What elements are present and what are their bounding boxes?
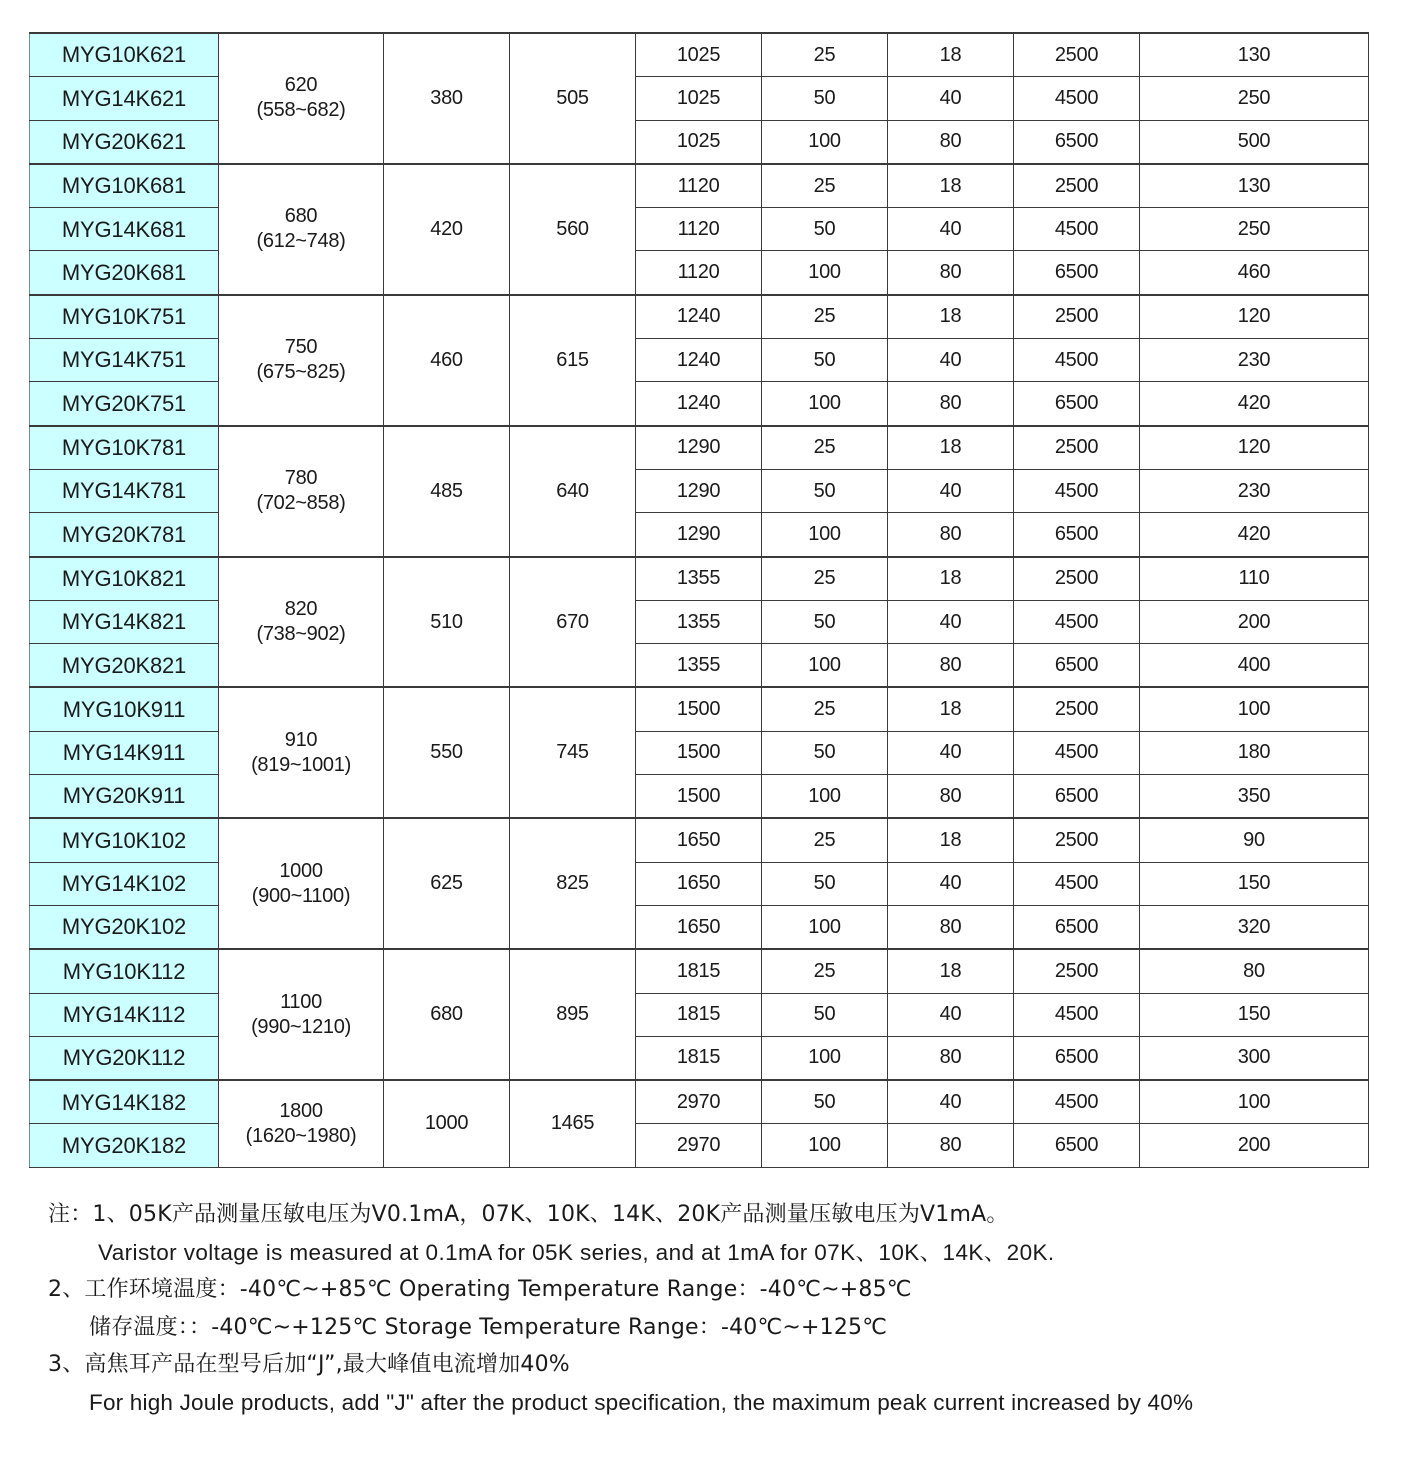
peak-current-cell: 4500 xyxy=(1014,208,1140,251)
model-cell: MYG14K112 xyxy=(30,993,219,1036)
energy-cell: 40 xyxy=(888,469,1014,512)
voltage-range: (675~825) xyxy=(256,361,346,384)
nominal-voltage-cell xyxy=(219,33,384,164)
test-current-cell: 50 xyxy=(762,469,888,512)
energy-cell: 80 xyxy=(888,775,1014,819)
clamping-voltage-cell: 1500 xyxy=(636,731,762,774)
model-cell: MYG10K911 xyxy=(30,687,219,731)
energy-cell: 18 xyxy=(888,164,1014,208)
model-cell: MYG14K911 xyxy=(30,731,219,774)
capacitance-cell: 250 xyxy=(1140,208,1369,251)
notes-section xyxy=(48,1196,1193,1422)
peak-current-cell: 6500 xyxy=(1014,120,1140,164)
model-cell: MYG10K621 xyxy=(30,33,219,77)
note-2-storage-temperature: 储存温度：：-40℃~+125℃ Storage Temperature Range：-40℃~+125℃ xyxy=(89,1314,888,1340)
peak-current-cell: 4500 xyxy=(1014,731,1140,774)
peak-current-cell: 6500 xyxy=(1014,905,1140,949)
voltage-range: (900~1100) xyxy=(251,884,351,907)
model-cell: MYG20K621 xyxy=(30,120,219,164)
nominal-voltage: 1800 xyxy=(279,1099,323,1122)
capacitance-cell: 120 xyxy=(1140,295,1369,339)
test-current-cell: 25 xyxy=(762,818,888,862)
test-current-cell: 25 xyxy=(762,687,888,731)
max-dc-voltage-cell: 745 xyxy=(510,687,636,818)
capacitance-cell: 250 xyxy=(1140,77,1369,120)
test-current-cell: 25 xyxy=(762,164,888,208)
clamping-voltage-cell: 2970 xyxy=(636,1124,762,1167)
capacitance-cell: 100 xyxy=(1140,1080,1369,1124)
max-dc-voltage-cell: 895 xyxy=(510,949,636,1080)
model-cell: MYG14K182 xyxy=(30,1080,219,1124)
table-row xyxy=(30,687,1369,731)
peak-current-cell: 6500 xyxy=(1014,1124,1140,1167)
capacitance-cell: 150 xyxy=(1140,862,1369,905)
max-dc-voltage-cell: 615 xyxy=(510,295,636,426)
energy-cell: 18 xyxy=(888,557,1014,601)
nominal-voltage: 750 xyxy=(284,336,318,359)
nominal-voltage: 680 xyxy=(284,205,318,228)
peak-current-cell: 6500 xyxy=(1014,1036,1140,1080)
clamping-voltage-cell: 1290 xyxy=(636,469,762,512)
model-cell: MYG10K112 xyxy=(30,949,219,993)
capacitance-cell: 130 xyxy=(1140,33,1369,77)
capacitance-cell: 420 xyxy=(1140,513,1369,557)
max-dc-voltage-cell: 670 xyxy=(510,557,636,688)
clamping-voltage-cell: 1025 xyxy=(636,33,762,77)
peak-current-cell: 6500 xyxy=(1014,382,1140,426)
capacitance-cell: 90 xyxy=(1140,818,1369,862)
clamping-voltage-cell: 1815 xyxy=(636,993,762,1036)
test-current-cell: 50 xyxy=(762,1080,888,1124)
clamping-voltage-cell: 1650 xyxy=(636,862,762,905)
test-current-cell: 25 xyxy=(762,295,888,339)
peak-current-cell: 6500 xyxy=(1014,513,1140,557)
clamping-voltage-cell: 1355 xyxy=(636,644,762,688)
model-cell: MYG14K821 xyxy=(30,600,219,643)
energy-cell: 18 xyxy=(888,295,1014,339)
energy-cell: 80 xyxy=(888,513,1014,557)
test-current-cell: 100 xyxy=(762,905,888,949)
max-ac-voltage-cell: 485 xyxy=(384,426,510,557)
capacitance-cell: 230 xyxy=(1140,469,1369,512)
max-ac-voltage-cell: 510 xyxy=(384,557,510,688)
clamping-voltage-cell: 1650 xyxy=(636,905,762,949)
voltage-range: (702~858) xyxy=(256,492,346,515)
clamping-voltage-cell: 1290 xyxy=(636,513,762,557)
capacitance-cell: 80 xyxy=(1140,949,1369,993)
test-current-cell: 50 xyxy=(762,862,888,905)
energy-cell: 80 xyxy=(888,120,1014,164)
note-3-english: For high Joule products, add "J" after the product specification, the maximum peak current increased by 40% xyxy=(89,1389,1194,1415)
capacitance-cell: 150 xyxy=(1140,993,1369,1036)
clamping-voltage-cell: 1025 xyxy=(636,120,762,164)
model-cell: MYG14K751 xyxy=(30,339,219,382)
voltage-range: (819~1001) xyxy=(251,753,351,776)
capacitance-cell: 420 xyxy=(1140,382,1369,426)
clamping-voltage-cell: 1290 xyxy=(636,426,762,470)
model-cell: MYG20K182 xyxy=(30,1124,219,1167)
energy-cell: 80 xyxy=(888,251,1014,295)
capacitance-cell: 130 xyxy=(1140,164,1369,208)
nominal-voltage: 910 xyxy=(284,728,318,751)
max-dc-voltage-cell: 640 xyxy=(510,426,636,557)
energy-cell: 80 xyxy=(888,905,1014,949)
voltage-range: (558~682) xyxy=(256,99,346,122)
peak-current-cell: 2500 xyxy=(1014,295,1140,339)
energy-cell: 40 xyxy=(888,731,1014,774)
table-row xyxy=(30,164,1369,208)
nominal-voltage: 780 xyxy=(284,467,318,490)
capacitance-cell: 200 xyxy=(1140,1124,1369,1167)
nominal-voltage: 820 xyxy=(284,598,318,620)
energy-cell: 40 xyxy=(888,862,1014,905)
peak-current-cell: 2500 xyxy=(1014,949,1140,993)
peak-current-cell: 4500 xyxy=(1014,77,1140,120)
energy-cell: 18 xyxy=(888,426,1014,470)
energy-cell: 40 xyxy=(888,600,1014,643)
voltage-range: (990~1210) xyxy=(251,1015,351,1038)
capacitance-cell: 350 xyxy=(1140,775,1369,819)
capacitance-cell: 320 xyxy=(1140,905,1369,949)
nominal-voltage-cell xyxy=(219,295,384,426)
spec-table-body xyxy=(30,33,1369,1167)
peak-current-cell: 2500 xyxy=(1014,164,1140,208)
capacitance-cell: 120 xyxy=(1140,426,1369,470)
capacitance-cell: 200 xyxy=(1140,600,1369,643)
max-ac-voltage-cell: 460 xyxy=(384,295,510,426)
capacitance-cell: 400 xyxy=(1140,644,1369,688)
nominal-voltage: 1100 xyxy=(280,990,322,1013)
test-current-cell: 100 xyxy=(762,382,888,426)
nominal-voltage-cell xyxy=(219,557,384,688)
clamping-voltage-cell: 1120 xyxy=(636,251,762,295)
model-cell: MYG20K112 xyxy=(30,1036,219,1080)
clamping-voltage-cell: 1500 xyxy=(636,687,762,731)
peak-current-cell: 6500 xyxy=(1014,775,1140,819)
test-current-cell: 25 xyxy=(762,557,888,601)
nominal-voltage: 620 xyxy=(284,74,318,97)
energy-cell: 18 xyxy=(888,687,1014,731)
test-current-cell: 50 xyxy=(762,731,888,774)
energy-cell: 40 xyxy=(888,1080,1014,1124)
clamping-voltage-cell: 1355 xyxy=(636,600,762,643)
model-cell: MYG10K681 xyxy=(30,164,219,208)
energy-cell: 80 xyxy=(888,1124,1014,1167)
clamping-voltage-cell: 1240 xyxy=(636,339,762,382)
energy-cell: 80 xyxy=(888,382,1014,426)
test-current-cell: 50 xyxy=(762,208,888,251)
note-3-chinese: 3、高焦耳产品在型号后加“J”,最大峰值电流增加40% xyxy=(48,1352,570,1378)
test-current-cell: 50 xyxy=(762,339,888,382)
test-current-cell: 50 xyxy=(762,600,888,643)
peak-current-cell: 2500 xyxy=(1014,33,1140,77)
test-current-cell: 25 xyxy=(762,33,888,77)
max-dc-voltage-cell: 1465 xyxy=(510,1080,636,1167)
peak-current-cell: 4500 xyxy=(1014,600,1140,643)
max-ac-voltage-cell: 1000 xyxy=(384,1080,510,1167)
peak-current-cell: 2500 xyxy=(1014,426,1140,470)
energy-cell: 40 xyxy=(888,77,1014,120)
test-current-cell: 25 xyxy=(762,426,888,470)
max-dc-voltage-cell: 560 xyxy=(510,164,636,295)
peak-current-cell: 4500 xyxy=(1014,469,1140,512)
peak-current-cell: 4500 xyxy=(1014,339,1140,382)
test-current-cell: 50 xyxy=(762,993,888,1036)
peak-current-cell: 6500 xyxy=(1014,644,1140,688)
test-current-cell: 100 xyxy=(762,1124,888,1167)
model-cell: MYG20K681 xyxy=(30,251,219,295)
capacitance-cell: 460 xyxy=(1140,251,1369,295)
model-cell: MYG20K821 xyxy=(30,644,219,688)
peak-current-cell: 6500 xyxy=(1014,251,1140,295)
model-cell: MYG20K781 xyxy=(30,513,219,557)
note-2-operating-temperature: 2、工作环境温度：-40℃~+85℃ Operating Temperature Range：-40℃~+85℃ xyxy=(48,1277,912,1303)
model-cell: MYG10K781 xyxy=(30,426,219,470)
model-cell: MYG14K621 xyxy=(30,77,219,120)
nominal-voltage-cell xyxy=(219,818,384,949)
peak-current-cell: 2500 xyxy=(1014,557,1140,601)
capacitance-cell: 300 xyxy=(1140,1036,1369,1080)
capacitance-cell: 100 xyxy=(1140,687,1369,731)
peak-current-cell: 4500 xyxy=(1014,993,1140,1036)
table-row xyxy=(30,818,1369,862)
model-cell: MYG10K751 xyxy=(30,295,219,339)
test-current-cell: 50 xyxy=(762,77,888,120)
nominal-voltage-cell xyxy=(219,1080,384,1167)
model-cell: MYG14K781 xyxy=(30,469,219,512)
model-cell: MYG10K821 xyxy=(30,557,219,601)
energy-cell: 40 xyxy=(888,993,1014,1036)
max-ac-voltage-cell: 680 xyxy=(384,949,510,1080)
model-cell: MYG20K911 xyxy=(30,775,219,819)
clamping-voltage-cell: 1120 xyxy=(636,208,762,251)
table-row xyxy=(30,1080,1369,1124)
energy-cell: 80 xyxy=(888,644,1014,688)
peak-current-cell: 4500 xyxy=(1014,862,1140,905)
clamping-voltage-cell: 1120 xyxy=(636,164,762,208)
table-row xyxy=(30,557,1369,601)
peak-current-cell: 4500 xyxy=(1014,1080,1140,1124)
model-cell: MYG20K102 xyxy=(30,905,219,949)
table-row xyxy=(30,949,1369,993)
model-cell: MYG10K102 xyxy=(30,818,219,862)
capacitance-cell: 230 xyxy=(1140,339,1369,382)
voltage-range: (1620~1980) xyxy=(245,1124,357,1147)
max-ac-voltage-cell: 625 xyxy=(384,818,510,949)
nominal-voltage-cell xyxy=(219,949,384,1080)
peak-current-cell: 2500 xyxy=(1014,687,1140,731)
test-current-cell: 100 xyxy=(762,251,888,295)
model-cell: MYG14K102 xyxy=(30,862,219,905)
voltage-range: (738~902) xyxy=(256,623,346,645)
model-cell: MYG14K681 xyxy=(30,208,219,251)
voltage-range: (612~748) xyxy=(256,230,346,253)
clamping-voltage-cell: 1650 xyxy=(636,818,762,862)
clamping-voltage-cell: 1025 xyxy=(636,77,762,120)
table-row xyxy=(30,295,1369,339)
clamping-voltage-cell: 1355 xyxy=(636,557,762,601)
clamping-voltage-cell: 1240 xyxy=(636,382,762,426)
capacitance-cell: 110 xyxy=(1140,557,1369,601)
model-cell: MYG20K751 xyxy=(30,382,219,426)
test-current-cell: 100 xyxy=(762,513,888,557)
note-1-chinese: 注：1、05K产品测量压敏电压为V0.1mA，07K、10K、14K、20K产品测量压敏电压为V1mA。 xyxy=(48,1202,1009,1227)
peak-current-cell: 2500 xyxy=(1014,818,1140,862)
test-current-cell: 100 xyxy=(762,1036,888,1080)
nominal-voltage-cell xyxy=(219,426,384,557)
clamping-voltage-cell: 1500 xyxy=(636,775,762,819)
energy-cell: 40 xyxy=(888,208,1014,251)
test-current-cell: 25 xyxy=(762,949,888,993)
table-row xyxy=(30,426,1369,470)
nominal-voltage: 1000 xyxy=(279,859,323,882)
test-current-cell: 100 xyxy=(762,775,888,819)
energy-cell: 18 xyxy=(888,818,1014,862)
energy-cell: 80 xyxy=(888,1036,1014,1080)
nominal-voltage-cell xyxy=(219,687,384,818)
max-ac-voltage-cell: 420 xyxy=(384,164,510,295)
test-current-cell: 100 xyxy=(762,120,888,164)
max-ac-voltage-cell: 550 xyxy=(384,687,510,818)
energy-cell: 40 xyxy=(888,339,1014,382)
clamping-voltage-cell: 1240 xyxy=(636,295,762,339)
max-dc-voltage-cell: 825 xyxy=(510,818,636,949)
max-dc-voltage-cell: 505 xyxy=(510,33,636,164)
clamping-voltage-cell: 1815 xyxy=(636,949,762,993)
varistor-spec-table xyxy=(29,32,1369,1168)
note-1-english: Varistor voltage is measured at 0.1mA for 05K series, and at 1mA for 07K、10K、14K、20K. xyxy=(98,1239,1055,1265)
clamping-voltage-cell: 1815 xyxy=(636,1036,762,1080)
energy-cell: 18 xyxy=(888,33,1014,77)
capacitance-cell: 500 xyxy=(1140,120,1369,164)
nominal-voltage-cell xyxy=(219,164,384,295)
max-ac-voltage-cell: 380 xyxy=(384,33,510,164)
energy-cell: 18 xyxy=(888,949,1014,993)
table-row xyxy=(30,33,1369,77)
capacitance-cell: 180 xyxy=(1140,731,1369,774)
clamping-voltage-cell: 2970 xyxy=(636,1080,762,1124)
test-current-cell: 100 xyxy=(762,644,888,688)
